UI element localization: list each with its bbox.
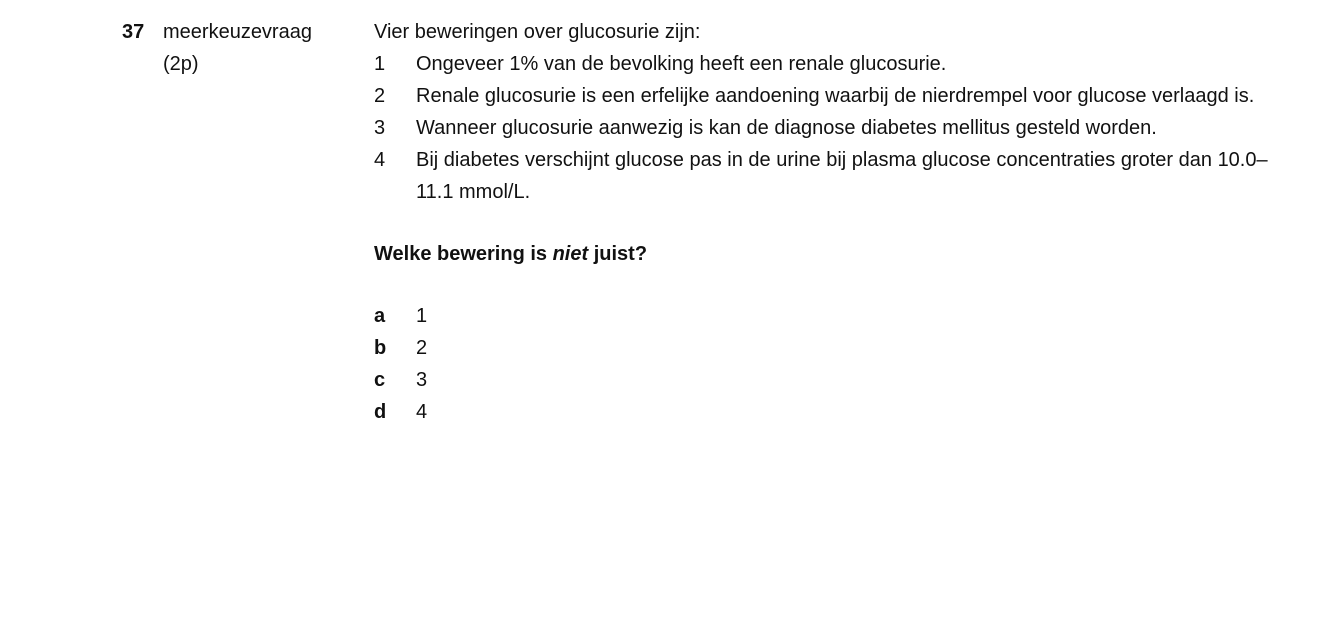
- statement-item: [374, 112, 1274, 144]
- statement-text: Ongeveer 1% van de bevolking heeft een renale glucosurie.: [416, 53, 947, 75]
- option-letter: a: [374, 305, 386, 327]
- answer-option-a[interactable]: [374, 300, 1274, 332]
- question-content: [374, 16, 1274, 448]
- statement-item: [374, 48, 1274, 80]
- question-type: meerkeuzevraag: [163, 21, 312, 43]
- answer-option-c[interactable]: [374, 364, 1274, 396]
- statement-number: 3: [374, 117, 386, 139]
- statement-number: 2: [374, 85, 386, 107]
- question-points: (2p): [163, 53, 199, 75]
- option-value: 3: [416, 369, 428, 391]
- option-letter: b: [374, 337, 387, 359]
- statement-item: [374, 144, 1274, 208]
- question-prompt-emphasis: niet: [552, 243, 589, 265]
- answer-option-d[interactable]: [374, 396, 1274, 428]
- option-value: 2: [416, 337, 428, 359]
- option-value: 4: [416, 401, 428, 423]
- question-prompt: [374, 238, 1274, 270]
- question-number: 37: [122, 21, 145, 43]
- option-letter: c: [374, 369, 386, 391]
- statement-list: [374, 48, 1274, 208]
- statement-text: Bij diabetes verschijnt glucose pas in de urine bij plasma glucose concentraties groter dan 10.0–11.1 mmol/L.: [416, 149, 1268, 203]
- statement-text: Renale glucosurie is een erfelijke aandoening waarbij de nierdrempel voor glucose verlaagd is.: [416, 85, 1255, 107]
- question-intro: Vier beweringen over glucosurie zijn:: [374, 21, 701, 43]
- answer-options: [374, 300, 1274, 428]
- statement-item: [374, 80, 1274, 112]
- answer-option-b[interactable]: [374, 332, 1274, 364]
- statement-number: 1: [374, 53, 386, 75]
- question-prompt-end: juist?: [588, 243, 648, 265]
- statement-text: Wanneer glucosurie aanwezig is kan de diagnose diabetes mellitus gesteld worden.: [416, 117, 1157, 139]
- option-value: 1: [416, 305, 428, 327]
- question-prompt-start: Welke bewering is: [374, 243, 553, 265]
- statement-number: 4: [374, 149, 386, 171]
- option-letter: d: [374, 401, 387, 423]
